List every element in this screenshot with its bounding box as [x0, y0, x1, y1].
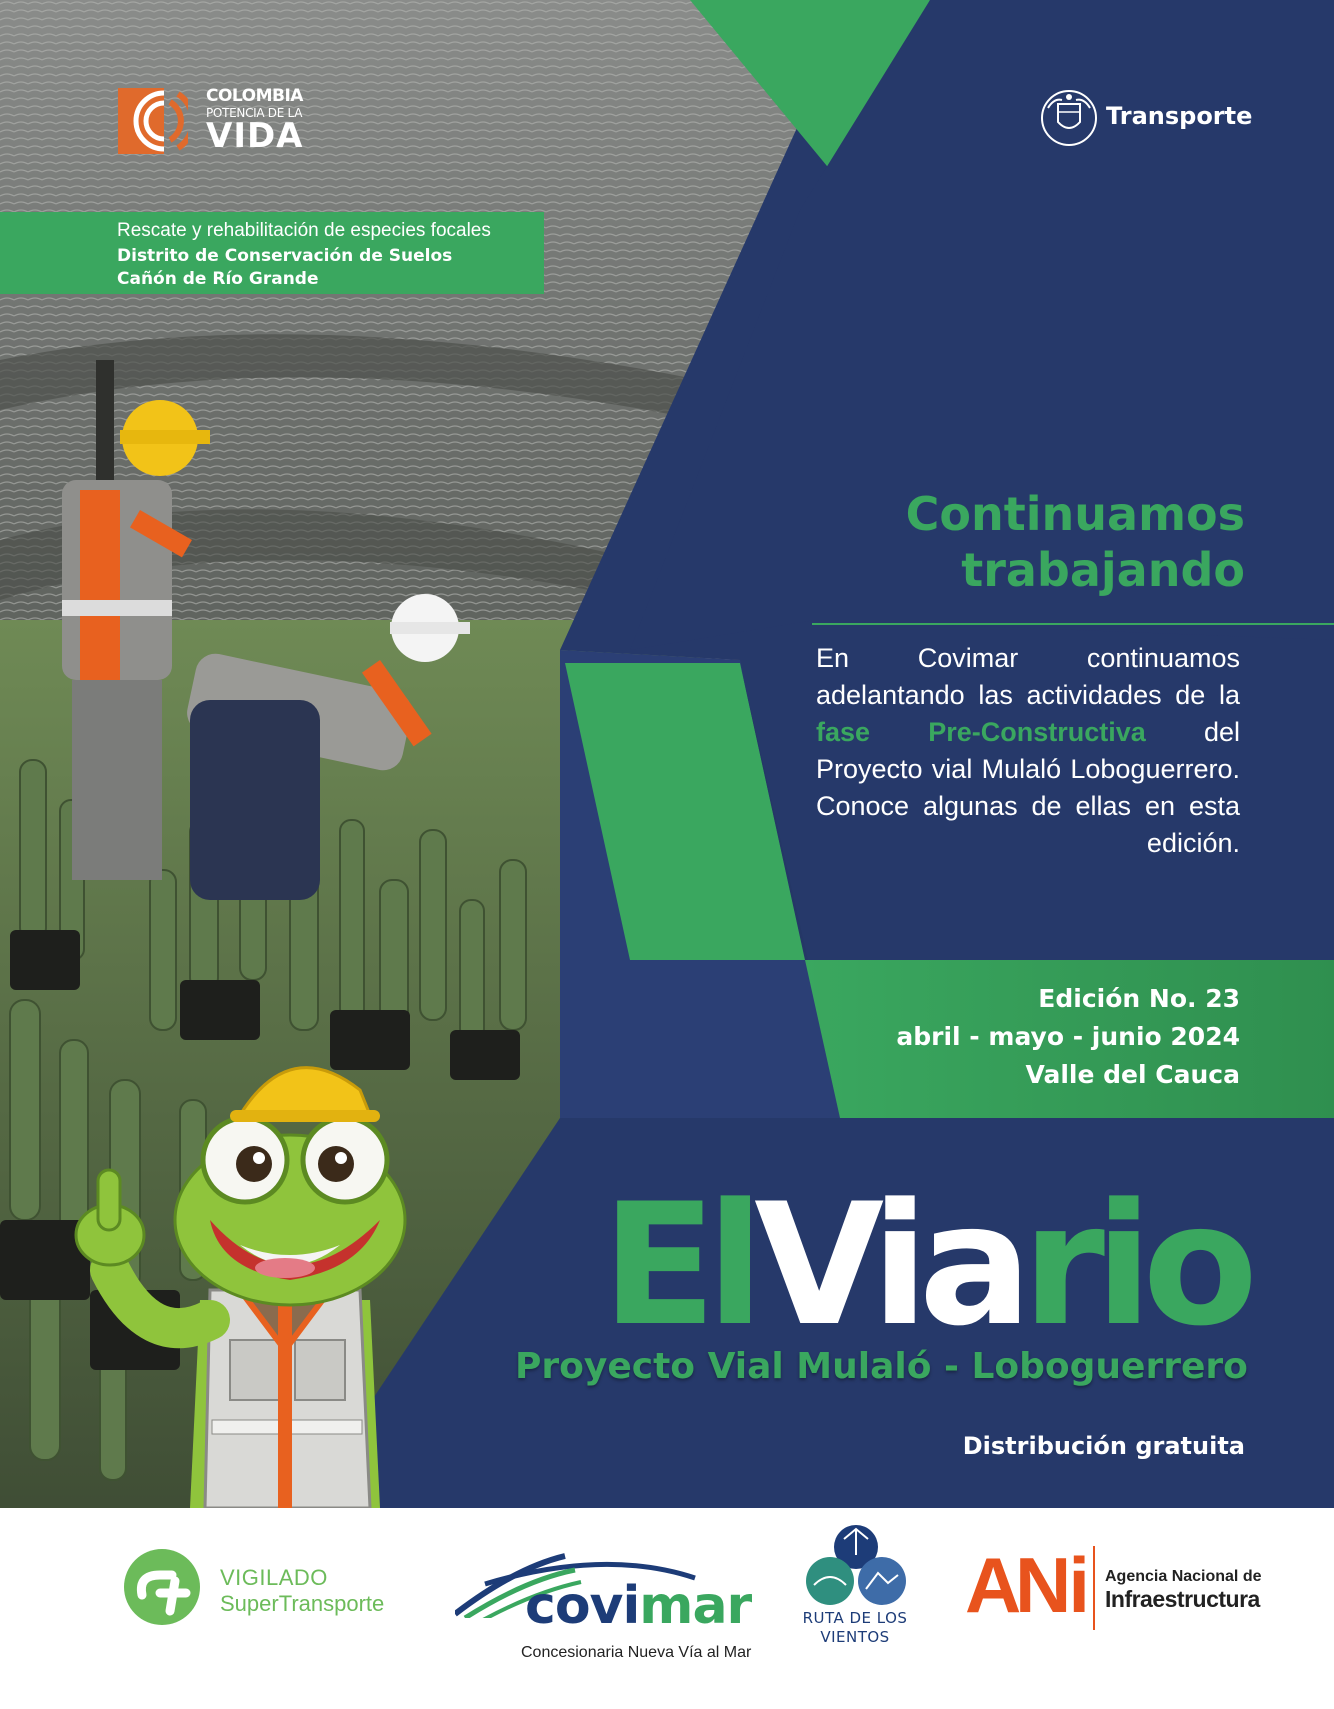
brand-line-colombia: COLOMBIA [206, 86, 303, 106]
ani-line-2: Infraestructura [1105, 1586, 1260, 1612]
supertransporte-line-1: VIGILADO [220, 1565, 328, 1590]
photo-caption-place-detail: Cañón de Río Grande [117, 269, 319, 289]
edition-info [870, 980, 1240, 1094]
headline-divider [812, 623, 1334, 625]
supertransporte-icon [120, 1545, 204, 1629]
ani-logo [965, 1541, 1265, 1636]
distribution-note: Distribución gratuita [962, 1432, 1245, 1460]
coat-of-arms-icon [1040, 88, 1098, 148]
supertransporte-logo [120, 1545, 420, 1625]
masthead-part-el: El [601, 1167, 755, 1363]
ani-letter-a: A [965, 1541, 1019, 1629]
ani-letters-ni: Ni [1015, 1541, 1087, 1629]
edition-region: Valle del Cauca [1025, 1060, 1240, 1089]
masthead-subtitle: Proyecto Vial Mulaló - Loboguerrero [515, 1346, 1248, 1387]
masthead [518, 1167, 1248, 1363]
ruta-line-2: VIENTOS [820, 1628, 890, 1646]
photo-caption-place: Distrito de Conservación de Suelos [117, 246, 453, 266]
ani-line-1: Agencia Nacional de [1105, 1568, 1262, 1585]
colombia-potencia-vida-icon [118, 88, 188, 154]
ani-divider [1093, 1546, 1095, 1630]
colombia-potencia-vida-logo [118, 86, 318, 158]
edition-period: abril - mayo - junio 2024 [896, 1022, 1240, 1051]
brand-line-vida: VIDA [206, 116, 304, 156]
intro-paragraph [816, 640, 1240, 862]
ruta-de-los-vientos-icon [800, 1525, 910, 1607]
brand-line-potencia: POTENCIA DE LA [206, 106, 303, 120]
intro-text-after: del Proyecto vial Mulaló Loboguerrero. Conoce algunas de ellas en esta edición. [816, 717, 1240, 858]
headline-line-2: trabajando [961, 543, 1245, 597]
intro-text-before: En Covimar continuamos adelantando las actividades de la [816, 643, 1240, 710]
covimar-tagline: Concesionaria Nueva Vía al Mar [521, 1644, 752, 1661]
headline [800, 486, 1245, 598]
covimar-logo [455, 1548, 755, 1668]
covimar-word-mar: mar [639, 1576, 752, 1636]
photo-caption-title: Rescate y rehabilitación de especies focales [117, 220, 491, 241]
masthead-part-rio: rio [1022, 1167, 1248, 1363]
transporte-label: Transporte [1106, 102, 1253, 130]
ruta-line-1: RUTA DE LOS [802, 1609, 908, 1627]
masthead-part-via: Via [754, 1167, 1023, 1363]
transporte-logo [1040, 88, 1260, 148]
headline-line-1: Continuamos [905, 487, 1245, 541]
ruta-de-los-vientos-logo [790, 1525, 920, 1655]
covimar-word-covi: covi [525, 1576, 640, 1636]
frog-mascot [40, 1020, 440, 1508]
edition-number: Edición No. 23 [1038, 984, 1240, 1013]
covimar-wordmark [525, 1576, 751, 1636]
intro-highlight: fase Pre-Constructiva [816, 717, 1146, 747]
photo-caption [0, 212, 544, 294]
supertransporte-line-2: SuperTransporte [220, 1591, 385, 1616]
